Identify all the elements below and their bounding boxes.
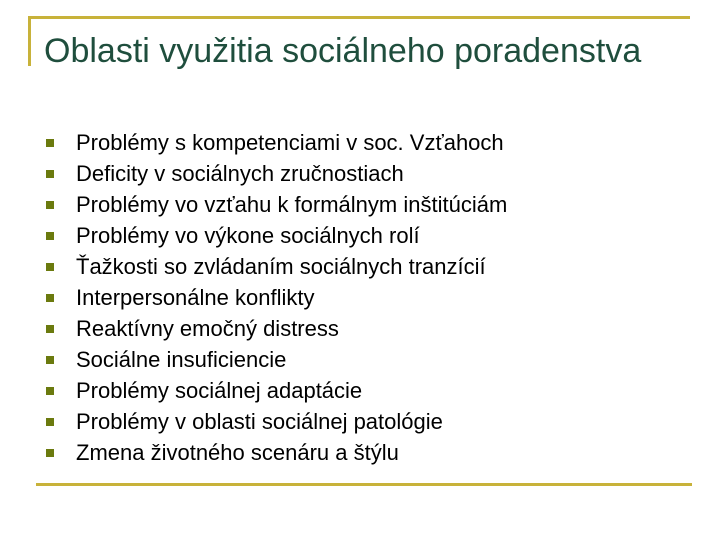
bullet-list [46, 127, 507, 468]
square-bullet-icon [46, 201, 54, 209]
square-bullet-icon [46, 232, 54, 240]
square-bullet-icon [46, 418, 54, 426]
list-item [46, 437, 507, 468]
frame-left-line [28, 16, 31, 66]
list-item-text: Ťažkosti so zvládaním sociálnych tranzícií [76, 254, 486, 279]
list-item [46, 220, 507, 251]
frame-top-line [28, 16, 690, 19]
list-item-text: Interpersonálne konflikty [76, 285, 315, 310]
list-item-text: Problémy vo výkone sociálnych rolí [76, 223, 420, 248]
list-item [46, 127, 507, 158]
square-bullet-icon [46, 170, 54, 178]
list-item [46, 313, 507, 344]
square-bullet-icon [46, 294, 54, 302]
list-item-text: Problémy sociálnej adaptácie [76, 378, 363, 403]
list-item [46, 251, 507, 282]
square-bullet-icon [46, 387, 54, 395]
list-item-text: Problémy vo vzťahu k formálnym inštitúciám [76, 192, 508, 217]
list-item-text: Zmena životného scenáru a štýlu [76, 440, 399, 465]
list-item-text: Reaktívny emočný distress [76, 316, 339, 341]
list-item [46, 406, 507, 437]
list-item [46, 189, 507, 220]
square-bullet-icon [46, 139, 54, 147]
list-item-text: Problémy s kompetenciami v soc. Vzťahoch [76, 130, 504, 155]
square-bullet-icon [46, 325, 54, 333]
list-item-text: Sociálne insuficiencie [76, 347, 287, 372]
frame-bottom-line [36, 483, 692, 486]
square-bullet-icon [46, 356, 54, 364]
list-item [46, 344, 507, 375]
square-bullet-icon [46, 263, 54, 271]
square-bullet-icon [46, 449, 54, 457]
list-item-text: Deficity v sociálnych zručnostiach [76, 161, 404, 186]
list-item [46, 158, 507, 189]
list-item [46, 375, 507, 406]
slide-title: Oblasti využitia sociálneho poradenstva [44, 32, 642, 70]
list-item [46, 282, 507, 313]
list-item-text: Problémy v oblasti sociálnej patológie [76, 409, 443, 434]
